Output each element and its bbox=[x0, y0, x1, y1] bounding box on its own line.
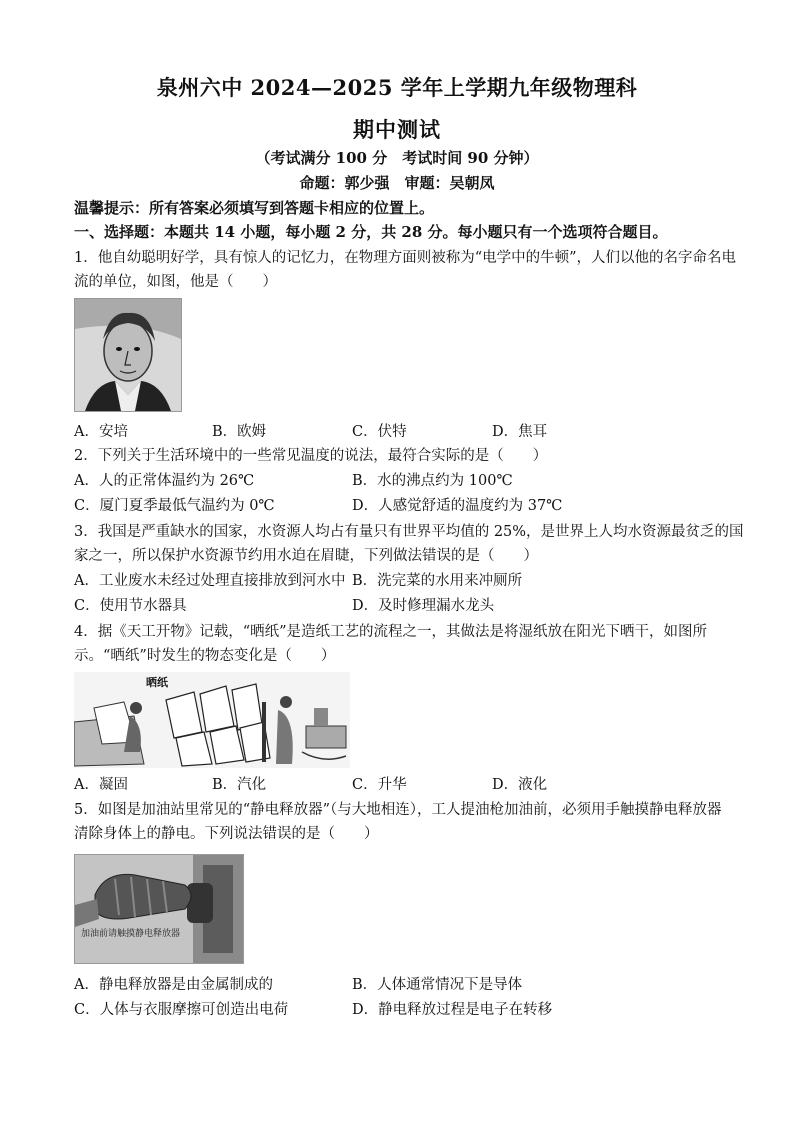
q5-option-d[interactable]: D．静电释放过程是电子在转移 bbox=[352, 1002, 553, 1018]
exam-title: 泉州六中 2024—2025 学年上学期九年级物理科 bbox=[156, 75, 638, 100]
paper-drying-caption: 晒纸 bbox=[146, 676, 168, 689]
q4-option-d[interactable]: D．液化 bbox=[492, 777, 548, 793]
q5-option-a[interactable]: A．静电释放器是由金属制成的 bbox=[74, 977, 273, 993]
question-4-line-2: 示。“晒纸”时发生的物态变化是（ ） bbox=[74, 648, 336, 664]
section-heading: 一、选择题：本题共 14 小题，每小题 2 分，共 28 分。每小题只有一个选项符合题目。 bbox=[74, 223, 668, 241]
question-5-line-2: 清除身体上的静电。下列说法错误的是（ ） bbox=[74, 826, 379, 842]
portrait-image bbox=[74, 298, 182, 412]
question-2-line-1: 2．下列关于生活环境中的一些常见温度的说法，最符合实际的是（ ） bbox=[74, 448, 548, 464]
notice: 温馨提示：所有答案必须填写到答题卡相应的位置上。 bbox=[74, 199, 435, 217]
paper-drying-image bbox=[74, 672, 350, 768]
q4-option-a[interactable]: A．凝固 bbox=[74, 777, 128, 793]
q5-option-b[interactable]: B．人体通常情况下是导体 bbox=[352, 977, 523, 993]
q1-option-c[interactable]: C．伏特 bbox=[352, 424, 407, 440]
q2-option-c[interactable]: C．厦门夏季最低气温约为 0℃ bbox=[74, 498, 275, 514]
static-release-image bbox=[74, 854, 244, 964]
q3-option-a[interactable]: A．工业废水未经过处理直接排放到河水中 bbox=[74, 573, 346, 589]
q4-option-b[interactable]: B．汽化 bbox=[212, 777, 267, 793]
q2-option-b[interactable]: B．水的沸点约为 100℃ bbox=[352, 473, 513, 489]
q3-option-c[interactable]: C．使用节水器具 bbox=[74, 598, 187, 614]
q4-option-c[interactable]: C．升华 bbox=[352, 777, 407, 793]
question-5-line-1: 5．如图是加油站里常见的“静电释放器”（与大地相连），工人提油枪加油前，必须用手触摸静电释放器 bbox=[74, 802, 722, 818]
exam-authors: 命题：郭少强 审题：吴朝凤 bbox=[299, 174, 495, 192]
question-4-line-1: 4．据《天工开物》记载，“晒纸”是造纸工艺的流程之一，其做法是将湿纸放在阳光下晒干，如图所 bbox=[74, 624, 708, 640]
exam-subtitle: 期中测试 bbox=[353, 117, 441, 142]
q3-option-d[interactable]: D．及时修理漏水龙头 bbox=[352, 598, 495, 614]
q2-option-a[interactable]: A．人的正常体温约为 26℃ bbox=[74, 473, 255, 489]
q1-option-a[interactable]: A．安培 bbox=[74, 424, 128, 440]
static-release-caption: 加油前请触摸静电释放器 bbox=[81, 929, 181, 939]
q1-option-d[interactable]: D．焦耳 bbox=[492, 424, 548, 440]
exam-info: （考试满分 100 分 考试时间 90 分钟） bbox=[255, 149, 539, 167]
q2-option-d[interactable]: D．人感觉舒适的温度约为 37℃ bbox=[352, 498, 563, 514]
question-1-line-2: 流的单位，如图，他是（ ） bbox=[74, 274, 277, 290]
question-3-line-2: 家之一，所以保护水资源节约用水迫在眉睫，下列做法错误的是（ ） bbox=[74, 548, 538, 564]
q5-option-c[interactable]: C．人体与衣服摩擦可创造出电荷 bbox=[74, 1002, 289, 1018]
q3-option-b[interactable]: B．洗完菜的水用来冲厕所 bbox=[352, 573, 523, 589]
q1-option-b[interactable]: B．欧姆 bbox=[212, 424, 267, 440]
question-1-line-1: 1．他自幼聪明好学，具有惊人的记忆力，在物理方面则被称为“电学中的牛顿”，人们以他的名字命名电 bbox=[74, 250, 737, 266]
question-3-line-1: 3．我国是严重缺水的国家，水资源人均占有量只有世界平均值的 25%，是世界上人均水资源最贫乏的国 bbox=[74, 524, 744, 540]
